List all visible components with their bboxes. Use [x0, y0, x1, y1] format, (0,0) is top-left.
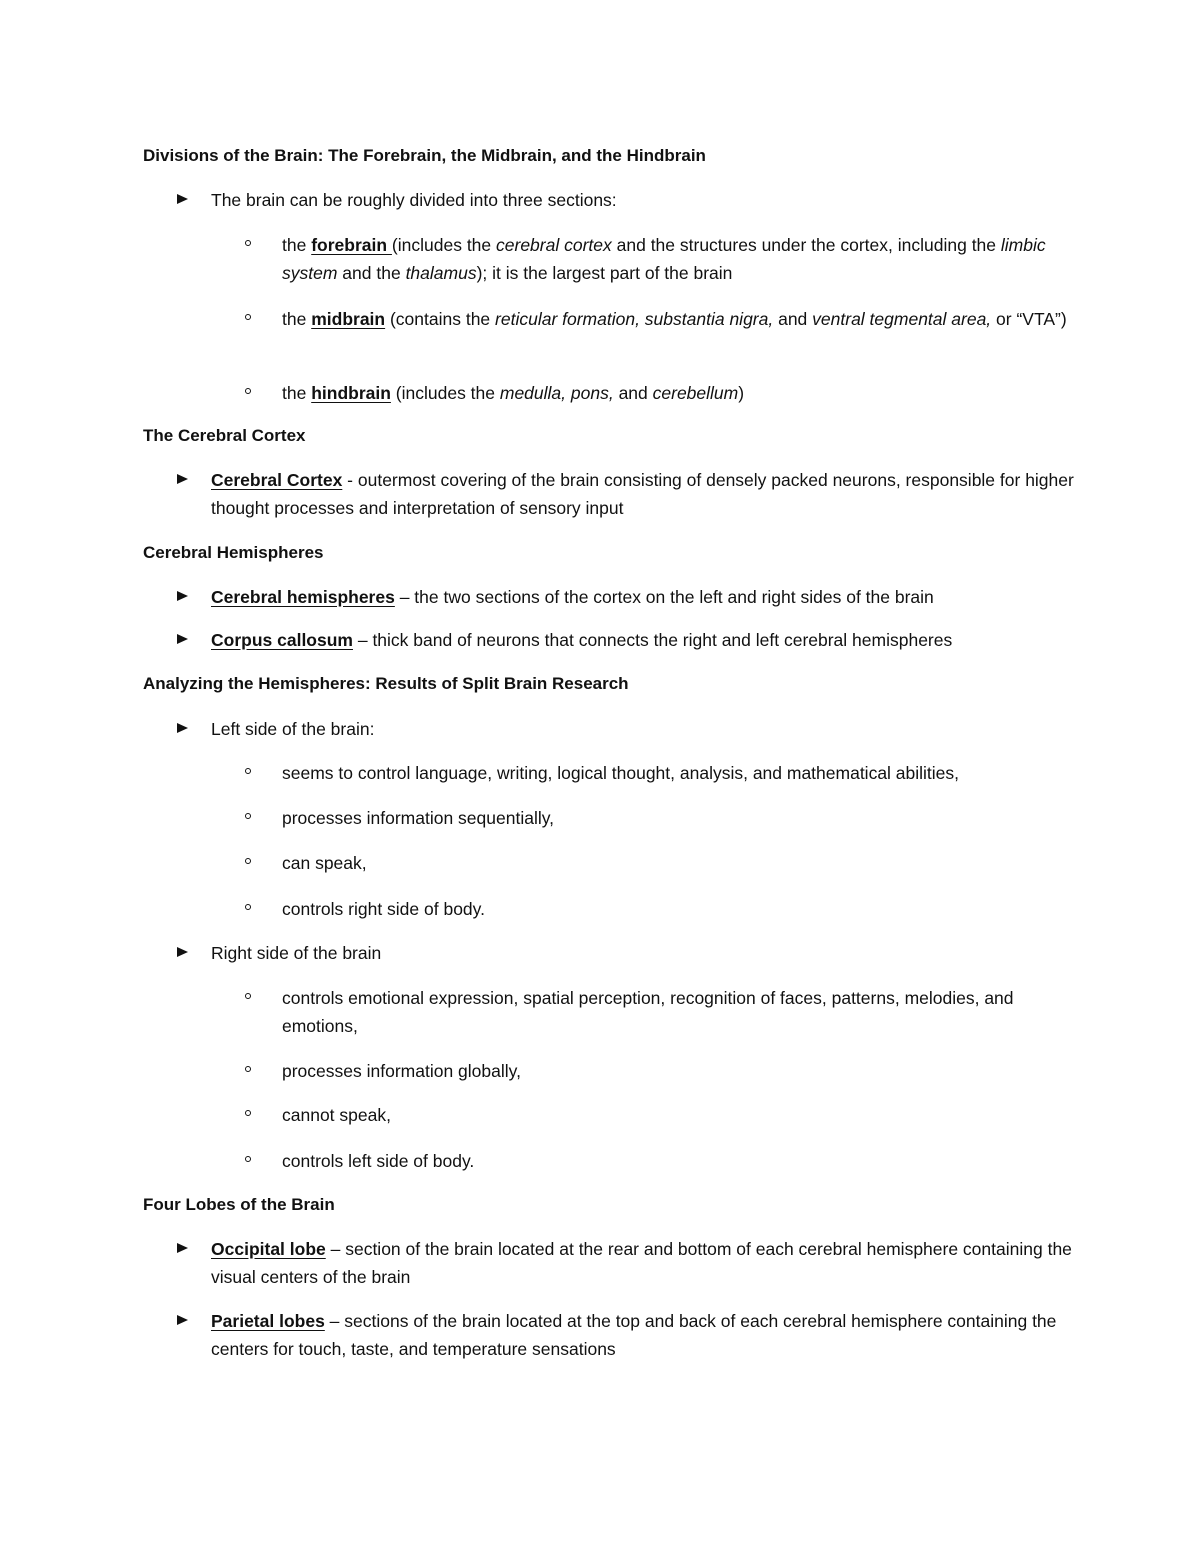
italic-term: reticular formation, substantia nigra, — [495, 309, 774, 329]
text-span: and — [613, 383, 653, 403]
list-item-cerebral-cortex — [211, 466, 1091, 522]
definition-text: – sections of the brain located at the top and back of each cerebral hemisphere containing the centers for touch, taste, and temperature sensations — [211, 1311, 1057, 1359]
term-cerebral-cortex: Cerebral Cortex — [211, 470, 343, 490]
list-item-occipital-lobe — [211, 1235, 1091, 1291]
text-span: the — [282, 235, 312, 255]
text-span: (includes the — [391, 235, 497, 255]
term-corpus-callosum: Corpus callosum — [211, 630, 353, 650]
list-item-parietal-lobes — [211, 1307, 1091, 1363]
bullet-circle-icon — [245, 858, 251, 864]
list-item-left-4: controls right side of body. — [282, 899, 485, 919]
term-hindbrain: hindbrain — [311, 383, 391, 403]
italic-term: cerebellum — [652, 383, 739, 403]
list-item-cerebral-hemispheres — [211, 583, 1091, 611]
bullet-circle-icon — [245, 388, 251, 394]
bullet-circle-icon — [245, 1066, 251, 1072]
bullet-circle-icon — [245, 240, 251, 246]
list-item-right-side: Right side of the brain — [211, 943, 382, 963]
bullet-triangle-icon — [177, 474, 188, 484]
section-heading-cerebral-hemispheres: Cerebral Hemispheres — [143, 543, 324, 562]
bullet-circle-icon — [245, 1110, 251, 1116]
bullet-circle-icon — [245, 1156, 251, 1162]
list-item-hindbrain — [282, 379, 1082, 407]
section-heading-divisions: Divisions of the Brain: The Forebrain, the Midbrain, and the Hindbrain — [143, 146, 706, 165]
text-span: ); it is the largest part of the brain — [476, 263, 733, 283]
bullet-circle-icon — [245, 904, 251, 910]
list-item-left-2: processes information sequentially, — [282, 808, 555, 828]
term-occipital-lobe: Occipital lobe — [211, 1239, 326, 1259]
text-span: (includes the — [390, 383, 500, 403]
list-item-left-side: Left side of the brain: — [211, 719, 375, 739]
section-heading-four-lobes: Four Lobes of the Brain — [143, 1195, 335, 1214]
bullet-triangle-icon — [177, 1243, 188, 1253]
bullet-triangle-icon — [177, 947, 188, 957]
italic-term: medulla, pons, — [499, 383, 614, 403]
list-item-right-4: controls left side of body. — [282, 1151, 475, 1171]
text-span: and the structures under the cortex, including the — [611, 235, 1001, 255]
term-parietal-lobes: Parietal lobes — [211, 1311, 325, 1331]
definition-text: – the two sections of the cortex on the left and right sides of the brain — [394, 587, 934, 607]
bullet-triangle-icon — [177, 1315, 188, 1325]
list-item-left-3: can speak, — [282, 853, 367, 873]
term-cerebral-hemispheres: Cerebral hemispheres — [211, 587, 395, 607]
list-item-corpus-callosum — [211, 626, 1091, 654]
definition-text: – thick band of neurons that connects the right and left cerebral hemispheres — [352, 630, 953, 650]
italic-term: limbic system — [282, 235, 1046, 283]
text-span: (contains the — [385, 309, 496, 329]
italic-term: cerebral cortex — [496, 235, 612, 255]
text-span: and — [773, 309, 813, 329]
text-span: ) — [738, 383, 745, 403]
list-item-forebrain — [282, 231, 1082, 287]
list-item-right-2: processes information globally, — [282, 1061, 521, 1081]
term-midbrain: midbrain — [311, 309, 386, 329]
italic-term: ventral tegmental area, — [812, 309, 992, 329]
text-span: the — [282, 309, 312, 329]
bullet-triangle-icon — [177, 634, 188, 644]
section-heading-cerebral-cortex: The Cerebral Cortex — [143, 426, 306, 445]
list-item-right-3: cannot speak, — [282, 1105, 391, 1125]
bullet-circle-icon — [245, 813, 251, 819]
list-item-right-1: controls emotional expression, spatial perception, recognition of faces, patterns, melodies, and emotions, — [282, 988, 1014, 1036]
text-span: the — [282, 383, 312, 403]
bullet-circle-icon — [245, 993, 251, 999]
list-item-midbrain — [282, 305, 1082, 333]
text-span: and the — [337, 263, 406, 283]
definition-text: – section of the brain located at the rear and bottom of each cerebral hemisphere containing the visual centers of the brain — [211, 1239, 1072, 1287]
bullet-triangle-icon — [177, 194, 188, 204]
text-span: or “VTA”) — [991, 309, 1067, 329]
italic-term: thalamus — [405, 263, 477, 283]
list-item-left-1: seems to control language, writing, logical thought, analysis, and mathematical abilities, — [282, 763, 960, 783]
bullet-circle-icon — [245, 314, 251, 320]
section-heading-split-brain: Analyzing the Hemispheres: Results of Split Brain Research — [143, 674, 629, 693]
term-forebrain: forebrain — [311, 235, 392, 255]
bullet-triangle-icon — [177, 591, 188, 601]
definition-text: - outermost covering of the brain consisting of densely packed neurons, responsible for higher thought processes and interpretation of sensory input — [211, 470, 1074, 518]
bullet-triangle-icon — [177, 723, 188, 733]
bullet-circle-icon — [245, 768, 251, 774]
list-item-intro: The brain can be roughly divided into three sections: — [211, 190, 617, 210]
